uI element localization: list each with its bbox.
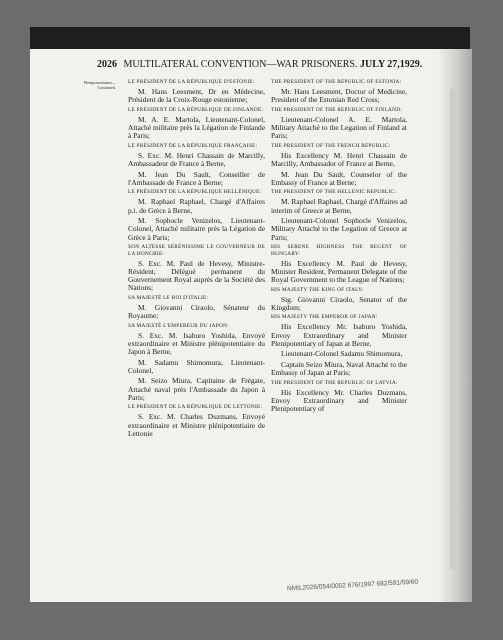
plenipotentiary-entry: Captain Seizo Miura, Naval Attaché to the Embassy of Japan at Paris; xyxy=(271,360,407,378)
party-heading: LE PRÉSIDENT DE LA RÉPUBLIQUE DE FINLANDE: xyxy=(128,106,264,113)
party-heading: THE PRESIDENT OF THE FRENCH REPUBLIC: xyxy=(271,142,391,149)
plenipotentiary-entry: M. Sophocle Venizelos, Lieutenant-Colonel, Attaché militaire près la Légation de Grèce à Paris; xyxy=(128,216,265,242)
party-heading: THE PRESIDENT OF THE HELLENIC REPUBLIC: xyxy=(271,189,397,196)
margin-sidenote: Plenipotentiaries—Continued. xyxy=(83,80,116,90)
page-title: MULTILATERAL CONVENTION—WAR PRISONERS. xyxy=(123,59,358,70)
party-heading: LE PRÉSIDENT DE LA RÉPUBLIQUE HELLÉNIQUE: xyxy=(128,189,262,196)
page-number: 2026 xyxy=(97,59,117,70)
party-heading: HIS MAJESTY THE EMPEROR OF JAPAN: xyxy=(271,314,378,321)
plenipotentiary-entry: S. Exc. M. Isaburo Yoshida, Envoyé extraordinaire et Ministre plénipotentiaire du Japon à Berne, xyxy=(128,330,265,356)
party-heading: THE PRESIDENT OF THE REPUBLIC OF ESTONIA: xyxy=(271,79,402,85)
plenipotentiary-entry: Lieutenant-Colonel Sadamu Shimomura, xyxy=(281,349,403,359)
party-heading: SA MAJESTÉ L'EMPEREUR DU JAPON: xyxy=(128,322,229,329)
plenipotentiary-entry: Mr. Hans Leesment, Doctor of Medicine, President of the Estonian Red Cross; xyxy=(271,87,407,105)
plenipotentiary-entry: M. Raphael Raphael, Chargé d'Affaires p.i. de Grèce à Berne, xyxy=(128,197,265,215)
archive-handwritten-note: NMIL2026/054/0002 676/1997 682/591/59/60 xyxy=(286,578,419,593)
plenipotentiary-entry: S. Exc. M. Charles Duzmans, Envoyé extraordinaire et Ministre plénipotentiaire de Lettonie xyxy=(128,412,265,438)
page-date: JULY 27,1929. xyxy=(359,59,423,70)
plenipotentiary-entry: S. Exc. M. Paul de Hevesy, Ministre-Résident, Délégué permanent du Gouvernement Royal auprès de la Société des Nations; xyxy=(128,258,265,293)
party-heading: LE PRÉSIDENT DE LA RÉPUBLIQUE DE LETTONIE: xyxy=(128,404,263,411)
plenipotentiary-entry: M. Seizo Miura, Capitaine de Frégate, Attaché naval près l'Ambassade du Japon à Paris; xyxy=(128,376,265,402)
party-heading: SA MAJESTÉ LE ROI D'ITALIE: xyxy=(128,294,209,301)
plenipotentiary-entry: Lieutenant-Colonel Sophocle Venizelos, Military Attaché to the Legation of Greece at Paris; xyxy=(271,216,407,242)
plenipotentiary-entry: Lieutenant-Colonel A. E. Martola, Military Attaché to the Legation of Finland at Paris; xyxy=(271,114,407,141)
french-text-column xyxy=(128,79,265,440)
plenipotentiary-entry: His Excellency M. Henri Chassain de Marcilly, Ambassador of France at Berne, xyxy=(271,150,407,168)
plenipotentiary-entry: M. Sadamu Shimomura, Lieutenant-Colonel, xyxy=(128,357,265,375)
page-header xyxy=(97,59,423,70)
party-heading: LE PRÉSIDENT DE LA RÉPUBLIQUE D'ESTONIE: xyxy=(128,79,255,85)
party-heading: THE PRESIDENT OF THE REPUBLIC OF FINLAND: xyxy=(271,106,403,113)
plenipotentiary-entry: M. A. E. Martola, Lieutenant-Colonel, Attaché militaire près la Légation de Finlande à Paris; xyxy=(128,114,265,141)
plenipotentiary-entry: His Excellency Mr. Charles Duzmans, Envoy Extraordinary and Minister Plenipotentiary of xyxy=(271,387,407,414)
party-heading: HIS MAJESTY THE KING OF ITALY: xyxy=(271,286,364,293)
page-edge-shadow xyxy=(438,49,472,602)
plenipotentiary-entry: M. Giovanni Ciraolo, Sénateur du Royaume; xyxy=(128,302,265,320)
scanner-top-bar xyxy=(30,27,470,51)
plenipotentiary-entry: His Excellency M. Paul de Hevesy, Minister Resident, Permanent Delegate of the Royal Government to the League of Nations; xyxy=(271,258,407,284)
english-text-column xyxy=(271,79,407,416)
plenipotentiary-entry: Sig. Giovanni Ciraolo, Senator of the Kingdom; xyxy=(271,294,407,312)
party-heading: SON ALTESSE SÉRÉNISSIME LE GOUVERNEUR DE LA HONGRIE: xyxy=(128,244,265,257)
plenipotentiary-entry: M. Hans Leesment, Dr en Médecine, Président de la Croix-Rouge estonienne; xyxy=(128,87,265,105)
party-heading: THE PRESIDENT OF THE REPUBLIC OF LATVIA: xyxy=(271,379,398,386)
plenipotentiary-entry: M. Jean Du Sault, Conseiller de l'Ambassade de France à Berne; xyxy=(128,169,265,187)
plenipotentiary-entry: M. Raphael Raphael, Chargé d'Affaires ad interim of Greece at Berne, xyxy=(271,197,407,215)
party-heading: LE PRÉSIDENT DE LA RÉPUBLIQUE FRANÇAISE: xyxy=(128,142,258,149)
party-heading: HIS SERENE HIGHNESS THE REGENT OF HUNGARY: xyxy=(271,244,407,257)
plenipotentiary-entry: His Excellency Mr. Isaburo Yoshida, Envoy Extraordinary and Minister Plenipotentiary of Japan at Berne, xyxy=(271,322,407,348)
plenipotentiary-entry: M. Jean Du Sault, Counselor of the Embassy of France at Berne; xyxy=(271,169,407,187)
plenipotentiary-entry: S. Exc. M. Henri Chassain de Marcilly, Ambassadeur de France à Berne, xyxy=(128,150,265,168)
